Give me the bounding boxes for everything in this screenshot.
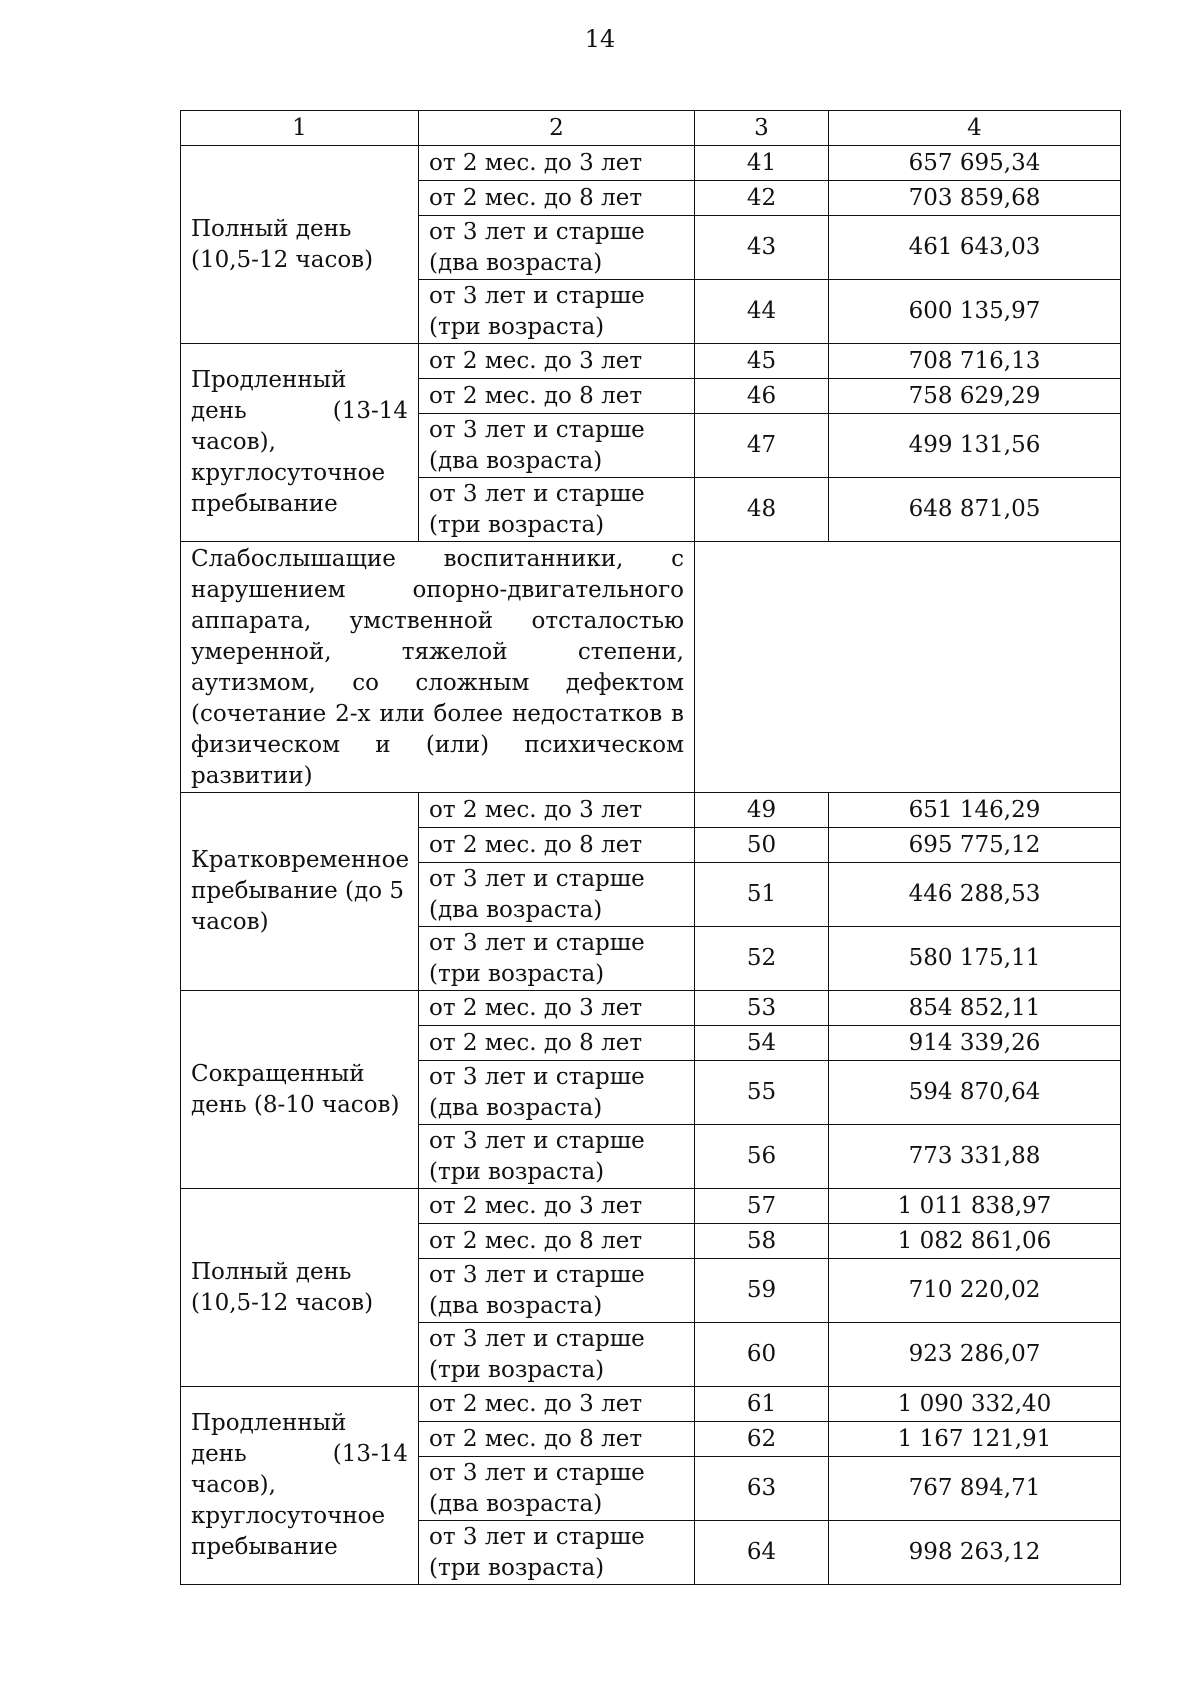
amount-cell: 914 339,26 [829,1026,1121,1061]
age-group-cell: от 3 лет и старше (два возраста) [419,216,695,280]
amount-cell: 1 090 332,40 [829,1387,1121,1422]
regime-category: Кратковременное пребывание (до 5 часов) [181,793,419,991]
header-row [181,111,1121,146]
amount-cell: 710 220,02 [829,1259,1121,1323]
row-number-cell: 49 [695,793,829,828]
amount-cell: 998 263,12 [829,1521,1121,1585]
row-number-cell: 64 [695,1521,829,1585]
amount-cell: 446 288,53 [829,863,1121,927]
table-row [181,1387,1121,1422]
amount-cell: 1 011 838,97 [829,1189,1121,1224]
age-group-cell: от 2 мес. до 8 лет [419,1224,695,1259]
section-heading: Слабослышащие воспитанники, с нарушением опорно-двигательного аппарата, умственной отсталостью умеренной, тяжелой степени, аутизмом, со сложным дефектом (сочетание 2-х или более недостатков в физическом и (или) психическом развитии) [181,542,695,793]
age-group-cell: от 2 мес. до 3 лет [419,344,695,379]
amount-cell: 767 894,71 [829,1457,1121,1521]
column-header: 3 [695,111,829,146]
row-number-cell: 45 [695,344,829,379]
amount-cell: 708 716,13 [829,344,1121,379]
empty-cell [695,542,1121,793]
amount-cell: 648 871,05 [829,478,1121,542]
amount-cell: 600 135,97 [829,280,1121,344]
table-row [181,344,1121,379]
amount-cell: 773 331,88 [829,1125,1121,1189]
table-row [181,793,1121,828]
age-group-cell: от 2 мес. до 8 лет [419,181,695,216]
age-group-cell: от 2 мес. до 8 лет [419,1026,695,1061]
age-group-cell: от 2 мес. до 3 лет [419,146,695,181]
amount-cell: 651 146,29 [829,793,1121,828]
column-header: 2 [419,111,695,146]
age-group-cell: от 3 лет и старше (три возраста) [419,927,695,991]
row-number-cell: 57 [695,1189,829,1224]
age-group-cell: от 3 лет и старше (три возраста) [419,1125,695,1189]
amount-cell: 1 167 121,91 [829,1422,1121,1457]
age-group-cell: от 2 мес. до 3 лет [419,1189,695,1224]
age-group-cell: от 3 лет и старше (два возраста) [419,1457,695,1521]
age-group-cell: от 3 лет и старше (три возраста) [419,478,695,542]
table-row [181,1189,1121,1224]
row-number-cell: 48 [695,478,829,542]
amount-cell: 580 175,11 [829,927,1121,991]
section-row [181,542,1121,793]
row-number-cell: 43 [695,216,829,280]
age-group-cell: от 3 лет и старше (три возраста) [419,280,695,344]
row-number-cell: 42 [695,181,829,216]
age-group-cell: от 2 мес. до 3 лет [419,1387,695,1422]
amount-cell: 594 870,64 [829,1061,1121,1125]
age-group-cell: от 3 лет и старше (два возраста) [419,1259,695,1323]
row-number-cell: 50 [695,828,829,863]
row-number-cell: 59 [695,1259,829,1323]
amount-cell: 1 082 861,06 [829,1224,1121,1259]
row-number-cell: 44 [695,280,829,344]
row-number-cell: 51 [695,863,829,927]
page-number: 14 [584,25,616,53]
cost-table [180,110,1121,1585]
amount-cell: 461 643,03 [829,216,1121,280]
row-number-cell: 63 [695,1457,829,1521]
age-group-cell: от 3 лет и старше (два возраста) [419,863,695,927]
regime-category: Полный день (10,5-12 часов) [181,146,419,344]
age-group-cell: от 3 лет и старше (три возраста) [419,1521,695,1585]
row-number-cell: 56 [695,1125,829,1189]
row-number-cell: 41 [695,146,829,181]
table-row [181,146,1121,181]
row-number-cell: 54 [695,1026,829,1061]
cost-table-body [181,111,1121,1585]
regime-category: Сокращенный день (8-10 часов) [181,991,419,1189]
amount-cell: 854 852,11 [829,991,1121,1026]
column-header: 4 [829,111,1121,146]
row-number-cell: 47 [695,414,829,478]
age-group-cell: от 2 мес. до 3 лет [419,793,695,828]
age-group-cell: от 2 мес. до 8 лет [419,1422,695,1457]
age-group-cell: от 2 мес. до 3 лет [419,991,695,1026]
amount-cell: 657 695,34 [829,146,1121,181]
amount-cell: 758 629,29 [829,379,1121,414]
row-number-cell: 58 [695,1224,829,1259]
row-number-cell: 62 [695,1422,829,1457]
age-group-cell: от 3 лет и старше (два возраста) [419,1061,695,1125]
age-group-cell: от 3 лет и старше (два возраста) [419,414,695,478]
row-number-cell: 60 [695,1323,829,1387]
amount-cell: 703 859,68 [829,181,1121,216]
regime-category: Продленный день (13-14 часов), круглосуточное пребывание [181,1387,419,1585]
row-number-cell: 52 [695,927,829,991]
amount-cell: 499 131,56 [829,414,1121,478]
regime-category: Продленный день (13-14 часов), круглосуточное пребывание [181,344,419,542]
regime-category: Полный день (10,5-12 часов) [181,1189,419,1387]
row-number-cell: 61 [695,1387,829,1422]
column-header: 1 [181,111,419,146]
row-number-cell: 55 [695,1061,829,1125]
row-number-cell: 46 [695,379,829,414]
age-group-cell: от 3 лет и старше (три возраста) [419,1323,695,1387]
age-group-cell: от 2 мес. до 8 лет [419,379,695,414]
age-group-cell: от 2 мес. до 8 лет [419,828,695,863]
table-row [181,991,1121,1026]
row-number-cell: 53 [695,991,829,1026]
amount-cell: 695 775,12 [829,828,1121,863]
amount-cell: 923 286,07 [829,1323,1121,1387]
